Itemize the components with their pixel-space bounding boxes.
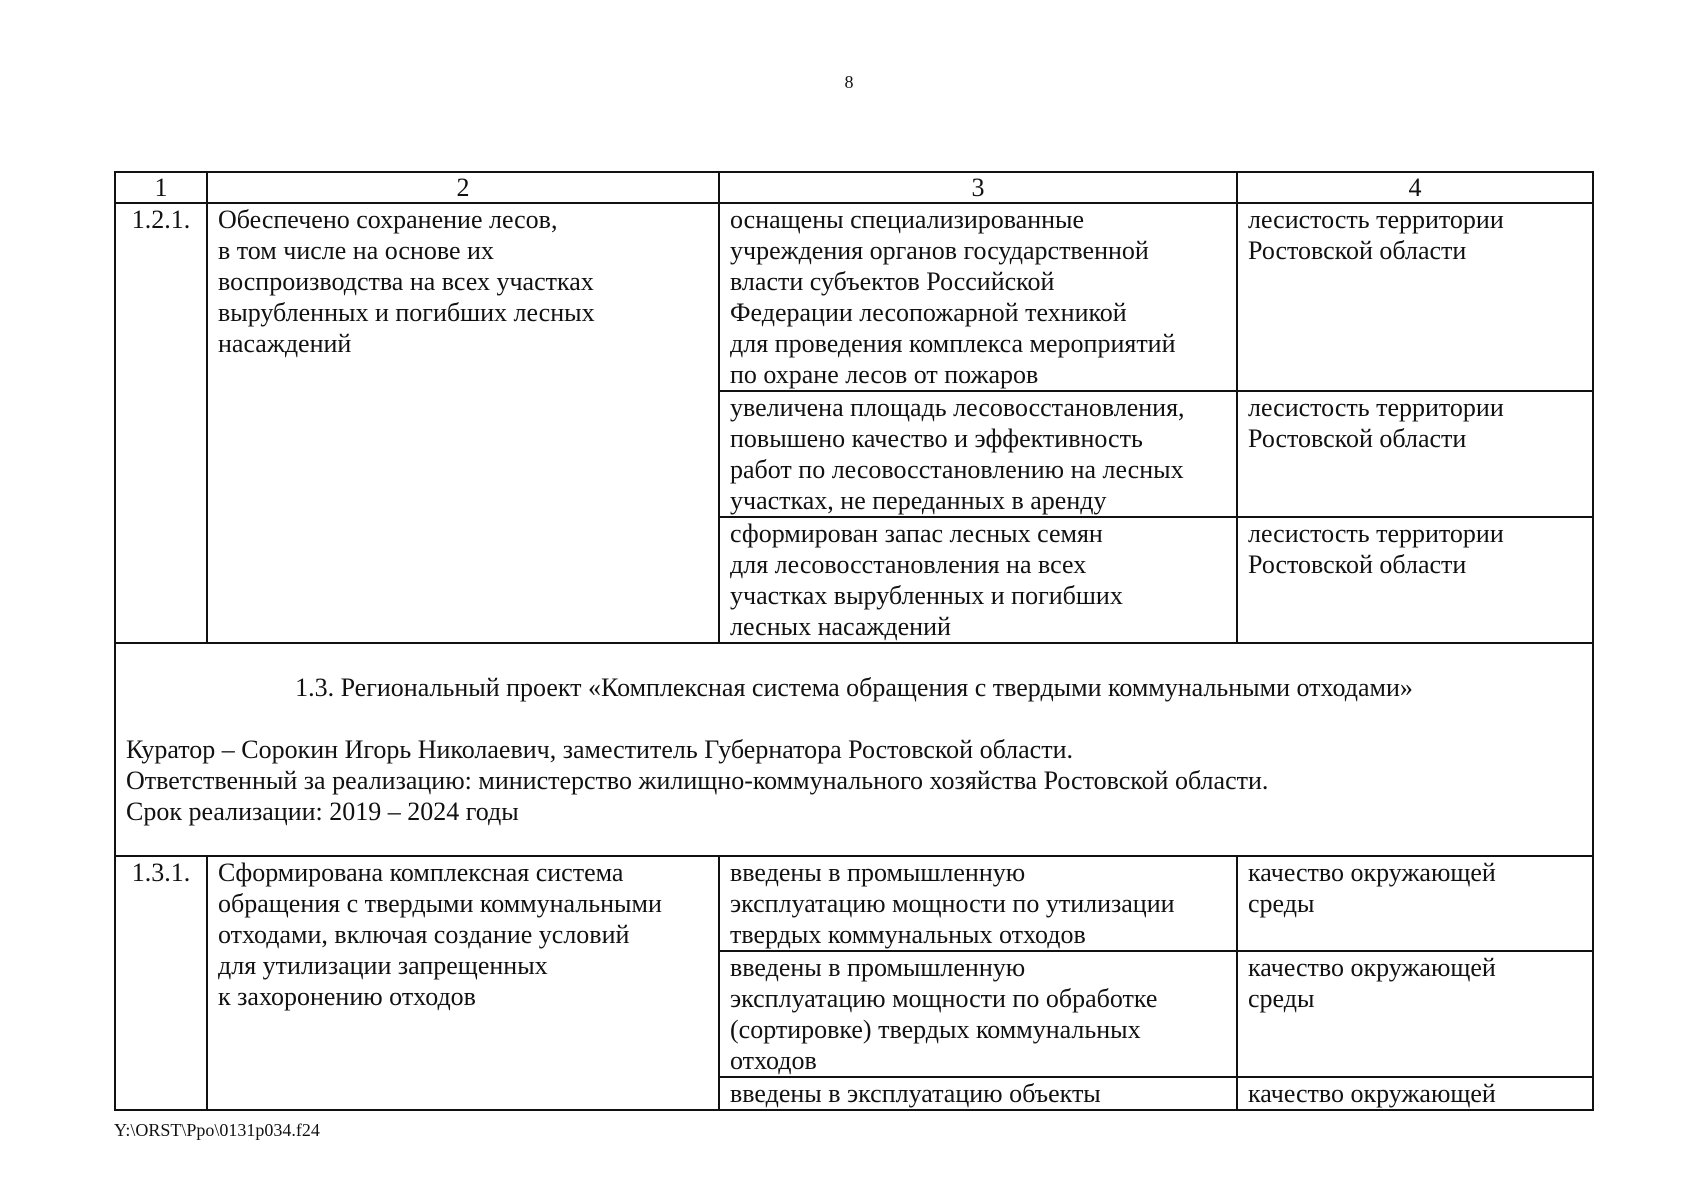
section-block — [115, 643, 1593, 856]
table-row — [115, 856, 1593, 951]
result-description: введены в промышленную эксплуатацию мощности по обработке (сортировке) твердых коммунальных отходов — [719, 951, 1237, 1077]
task-description: Сформирована комплексная система обращения с твердыми коммунальными отходами, включая создание условий для утилизации запрещенных к захоронению отходов — [207, 856, 719, 1110]
section-term: Срок реализации: 2019 – 2024 годы — [126, 797, 519, 826]
task-description: Обеспечено сохранение лесов, в том числе на основе их воспроизводства на всех участках вырубленных и погибших лесных насаждений — [207, 203, 719, 643]
item-number: 1.3.1. — [115, 856, 207, 1110]
measures-table — [114, 171, 1594, 1111]
table-header-row — [115, 172, 1593, 203]
column-header-2: 2 — [207, 172, 719, 203]
indicator-description: качество окружающей среды — [1237, 856, 1593, 951]
item-number: 1.2.1. — [115, 203, 207, 643]
result-description: введены в эксплуатацию объекты — [719, 1077, 1237, 1110]
indicator-description: лесистость территории Ростовской области — [1237, 203, 1593, 391]
page-number: 8 — [844, 72, 854, 92]
section-responsible: Ответственный за реализацию: министерство жилищно-коммунального хозяйства Ростовской области. — [126, 766, 1269, 795]
indicator-description: качество окружающей среды — [1237, 951, 1593, 1077]
result-description: введены в промышленную эксплуатацию мощности по утилизации твердых коммунальных отходов — [719, 856, 1237, 951]
file-path-footer: Y:\ORST\Ppo\0131p034.f24 — [114, 1120, 320, 1140]
section-row — [115, 643, 1593, 856]
result-description: увеличена площадь лесовосстановления, повышено качество и эффективность работ по лесовосстановлению на лесных участках, не переданных в аренду — [719, 391, 1237, 517]
indicator-description: качество окружающей — [1237, 1077, 1593, 1110]
column-header-4: 4 — [1237, 172, 1593, 203]
indicator-description: лесистость территории Ростовской области — [1237, 517, 1593, 643]
indicator-description: лесистость территории Ростовской области — [1237, 391, 1593, 517]
section-title: 1.3. Региональный проект «Комплексная система обращения с твердыми коммунальными отходами» — [295, 673, 1413, 702]
table-row — [115, 203, 1593, 391]
column-header-3: 3 — [719, 172, 1237, 203]
result-description: сформирован запас лесных семян для лесовосстановления на всех участках вырубленных и погибших лесных насаждений — [719, 517, 1237, 643]
result-description: оснащены специализированные учреждения органов государственной власти субъектов Российской Федерации лесопожарной техникой для проведения комплекса мероприятий по охране лесов от пожаров — [719, 203, 1237, 391]
column-header-1: 1 — [115, 172, 207, 203]
section-curator: Куратор – Сорокин Игорь Николаевич, заместитель Губернатора Ростовской области. — [126, 735, 1073, 764]
